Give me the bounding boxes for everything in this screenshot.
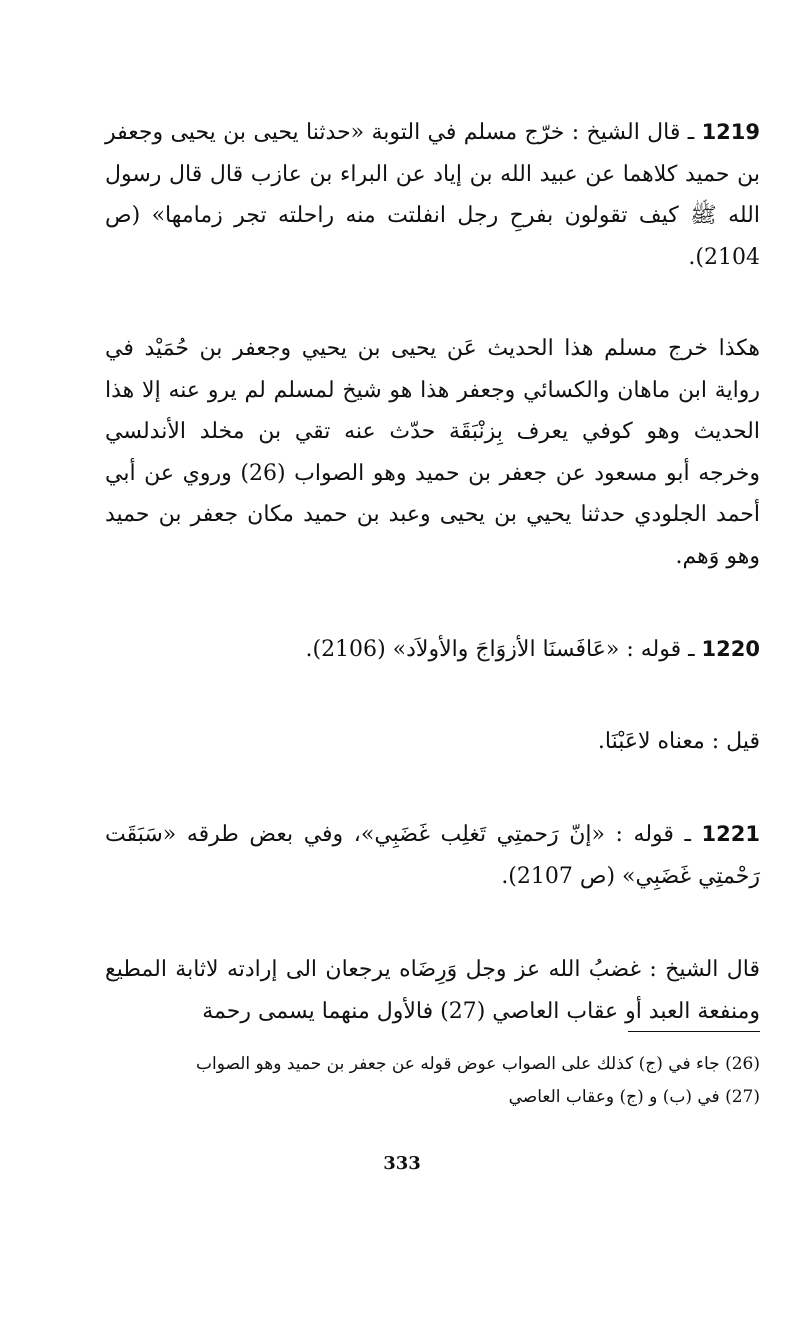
footnotes bbox=[105, 1048, 760, 1114]
paragraph-1220 bbox=[105, 629, 760, 671]
footnote-27: (27) في (ب) و (ج) وعقاب العاصي bbox=[508, 1087, 760, 1107]
paragraph-explanation bbox=[105, 721, 760, 763]
footnote-divider bbox=[628, 1031, 760, 1032]
paragraph-text: هكذا خرج مسلم هذا الحديث عَن يحيى بن يحيي وجعفر بن حُمَيْد في رواية ابن ماهان والكسائي وجعفر هذا هو شيخ لمسلم لم يرو عنه إلا هذا الحديث وهو كوفي يعرف بِزنْبَقَة حدّث عنه تقي بن مخلد الأندلسي وخرجه أبو مسعود عن جعفر بن حميد وهو الصواب (26) وروي عن أبي أحمد الجلودي حدثنا يحيي بن يحيى وعبد بن حميد مكان جعفر بن حميد وهو وَهم. bbox=[105, 336, 761, 569]
paragraph-commentary bbox=[105, 328, 760, 577]
paragraph-shaykh bbox=[105, 949, 760, 1032]
paragraph-text: قال الشيخ : غضبُ الله عز وجل وَرِضَاه يرجعان الى إرادته لاثابة المطيع ومنفعة العبد أو عقاب العاصي (27) فالأول منهما يسمى رحمة bbox=[105, 957, 760, 1024]
entry-number: 1221 bbox=[701, 822, 760, 846]
paragraph-1221 bbox=[105, 814, 760, 897]
page-number: 333 bbox=[383, 1153, 421, 1174]
paragraph-text: ـ قوله : «إنّ رَحمتِي تَغلِب غَضَبِي»، وفي بعض طرقه «سَبَقَت رَحْمتِي غَضَبِي» (ص 2107). bbox=[105, 822, 760, 889]
paragraph-text: قيل : معناه لاعَبْنَا. bbox=[597, 728, 760, 754]
footnote-26: (26) جاء في (ج) كذلك على الصواب عوض قوله عن جعفر بن حميد وهو الصواب bbox=[195, 1054, 760, 1074]
paragraph-text: ـ قال الشيخ : خرّج مسلم في التوبة «حدثنا يحيى بن يحيى وجعفر بن حميد كلاهما عن عبيد الله بن إياد عن البراء بن عازب قال قال رسول الله ﷺ كيف تقولون بفرحِ رجل انفلتت منه راحلته تجر زمامها» (ص 2104). bbox=[105, 120, 760, 270]
entry-number: 1220 bbox=[701, 637, 760, 661]
entry-number: 1219 bbox=[701, 120, 761, 144]
paragraph-1219 bbox=[105, 112, 760, 278]
paragraph-text: ـ قوله : «عَافَسنَا الأزوَاجَ والأولاَد» (2106). bbox=[305, 637, 702, 662]
page-body bbox=[105, 112, 760, 1032]
